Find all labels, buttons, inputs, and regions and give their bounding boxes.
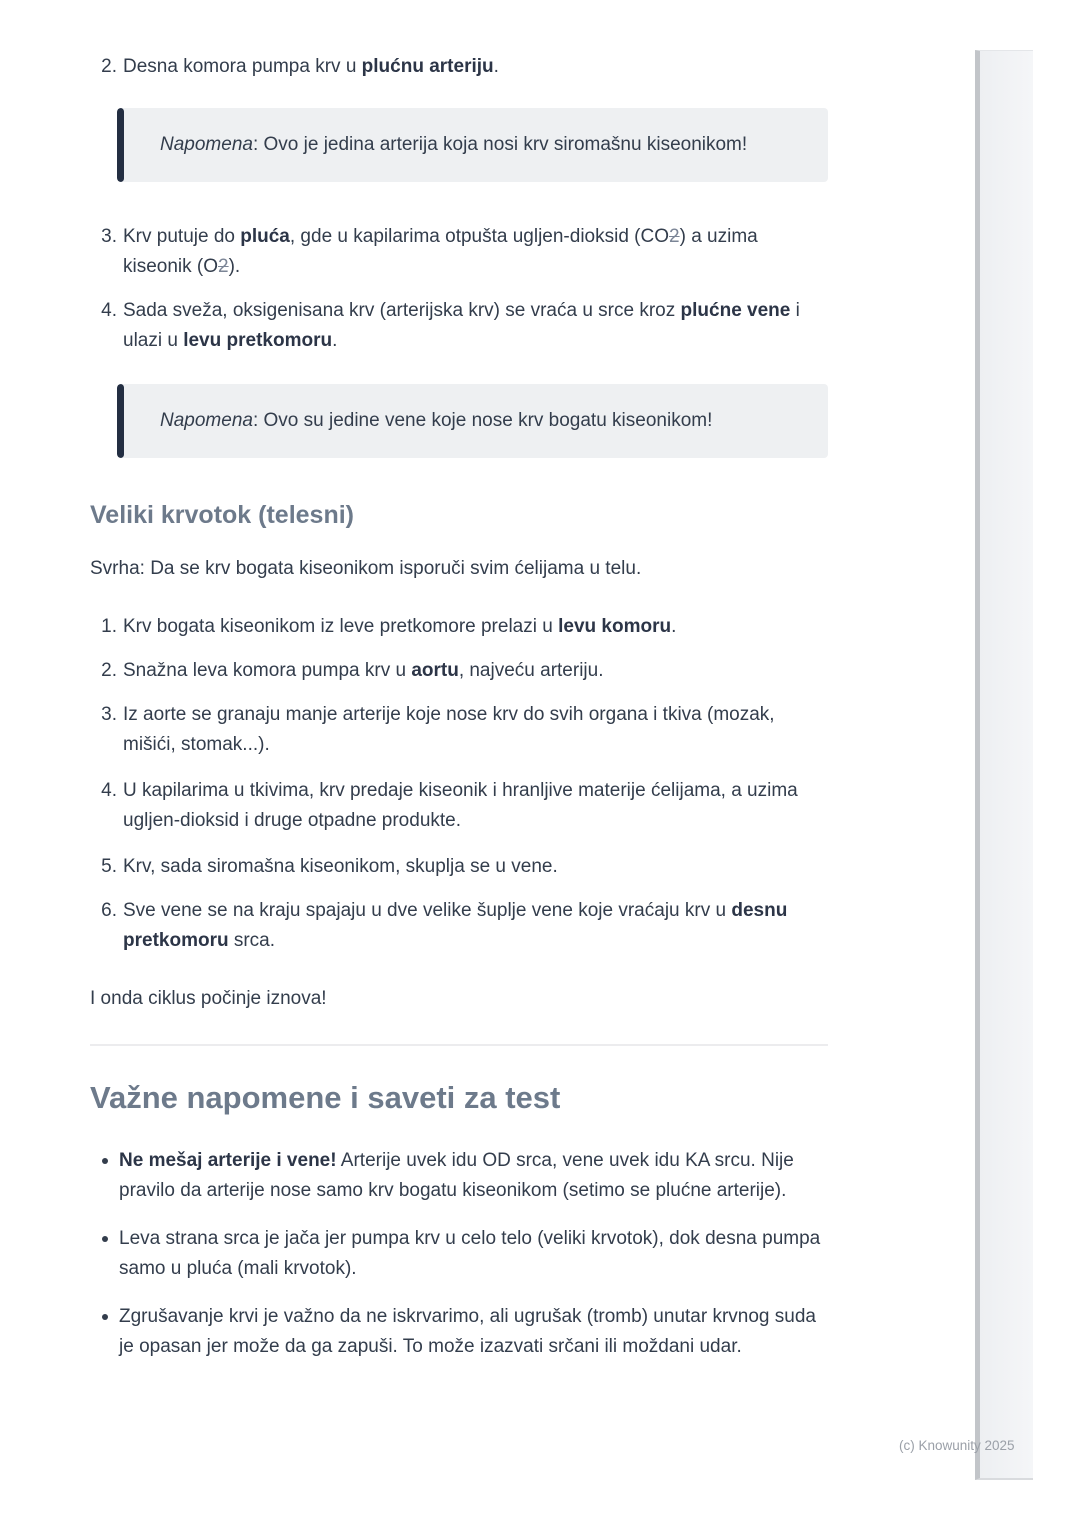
note-callout-veins (117, 384, 828, 458)
bullet-item-arteries-veins (100, 1146, 828, 1206)
list-item-text: Krv bogata kiseonikom iz leve pretkomore prelazi u levu komoru. (123, 616, 677, 637)
list-item-pulmonary-4 (100, 296, 828, 356)
copyright-watermark: (c) Knowunity 2025 (899, 1438, 1015, 1453)
list-item-number: 3. (101, 226, 117, 247)
bullet-item-text: Ne mešaj arterije i vene! Arterije uvek idu OD srca, vene uvek idu KA srcu. Nije pravilo da arterije nose samo krv bogatu kiseonikom (setimo se plućne arterije). (119, 1150, 794, 1201)
note-accent-bar (117, 108, 124, 182)
list-item-pulmonary-2 (100, 52, 828, 82)
list-item-text: Snažna leva komora pumpa krv u aortu, najveću arteriju. (123, 660, 604, 681)
document-page (90, 52, 828, 1380)
list-item-number: 6. (101, 900, 117, 921)
list-item-systemic-1 (100, 612, 828, 642)
note-callout-artery (117, 108, 828, 182)
bullet-item-clotting (100, 1302, 828, 1362)
list-item-systemic-5 (100, 852, 828, 882)
bullet-dot-icon (102, 1314, 108, 1320)
list-item-text: Krv putuje do pluća, gde u kapilarima otpušta ugljen-dioksid (CO2) a uzima kiseonik (O2). (123, 226, 758, 277)
list-item-text: Sada sveža, oksigenisana krv (arterijska krv) se vraća u srce kroz plućne vene i ulazi u levu pretkomoru. (123, 300, 800, 351)
list-item-systemic-6 (100, 896, 828, 956)
list-item-systemic-4 (100, 776, 828, 836)
list-item-number: 3. (101, 704, 117, 725)
list-item-number: 4. (101, 780, 117, 801)
section-heading-test-tips: Važne napomene i saveti za test (90, 1080, 561, 1115)
bullet-dot-icon (102, 1236, 108, 1242)
systemic-steps-list (90, 612, 828, 956)
list-item-number: 2. (101, 660, 117, 681)
section-divider (90, 1044, 828, 1046)
list-item-number: 1. (101, 616, 117, 637)
systemic-purpose-paragraph: Svrha: Da se krv bogata kiseonikom isporuči svim ćelijama u telu. (90, 558, 642, 579)
note-accent-bar (117, 384, 124, 458)
note-text: Napomena: Ovo su jedine vene koje nose krv bogatu kiseonikom! (160, 410, 713, 431)
list-item-number: 5. (101, 856, 117, 877)
tips-bullet-list (90, 1146, 828, 1362)
bullet-item-left-side-stronger (100, 1224, 828, 1284)
list-item-text: U kapilarima u tkivima, krv predaje kiseonik i hranljive materije ćelijama, a uzima ugljen-dioksid i druge otpadne produkte. (123, 780, 798, 831)
list-item-number: 4. (101, 300, 117, 321)
list-item-text: Desna komora pumpa krv u plućnu arteriju. (123, 56, 499, 77)
list-item-pulmonary-3 (100, 222, 828, 282)
systemic-outro-paragraph: I onda ciklus počinje iznova! (90, 988, 327, 1009)
bullet-dot-icon (102, 1158, 108, 1164)
list-item-text: Krv, sada siromašna kiseonikom, skuplja se u vene. (123, 856, 558, 877)
note-text: Napomena: Ovo je jedina arterija koja nosi krv siromašnu kiseonikom! (160, 134, 748, 155)
section-heading-systemic-circulation: Veliki krvotok (telesni) (90, 501, 354, 529)
list-item-systemic-2 (100, 656, 828, 686)
list-item-text: Sve vene se na kraju spajaju u dve velike šuplje vene koje vraćaju krv u desnu pretkomoru srca. (123, 900, 788, 951)
list-item-text: Iz aorte se granaju manje arterije koje nose krv do svih organa i tkiva (mozak, mišići, stomak...). (123, 704, 775, 755)
list-item-number: 2. (101, 56, 117, 77)
bullet-item-text: Zgrušavanje krvi je važno da ne iskrvarimo, ali ugrušak (tromb) unutar krvnog suda je opasan jer može da ga zapuši. To može izazvati srčani ili moždani udar. (119, 1306, 816, 1357)
list-item-systemic-3 (100, 700, 828, 760)
bullet-item-text: Leva strana srca je jača jer pumpa krv u celo telo (veliki krvotok), dok desna pumpa samo u pluća (mali krvotok). (119, 1228, 821, 1279)
adjacent-page-edge (975, 50, 1033, 1480)
